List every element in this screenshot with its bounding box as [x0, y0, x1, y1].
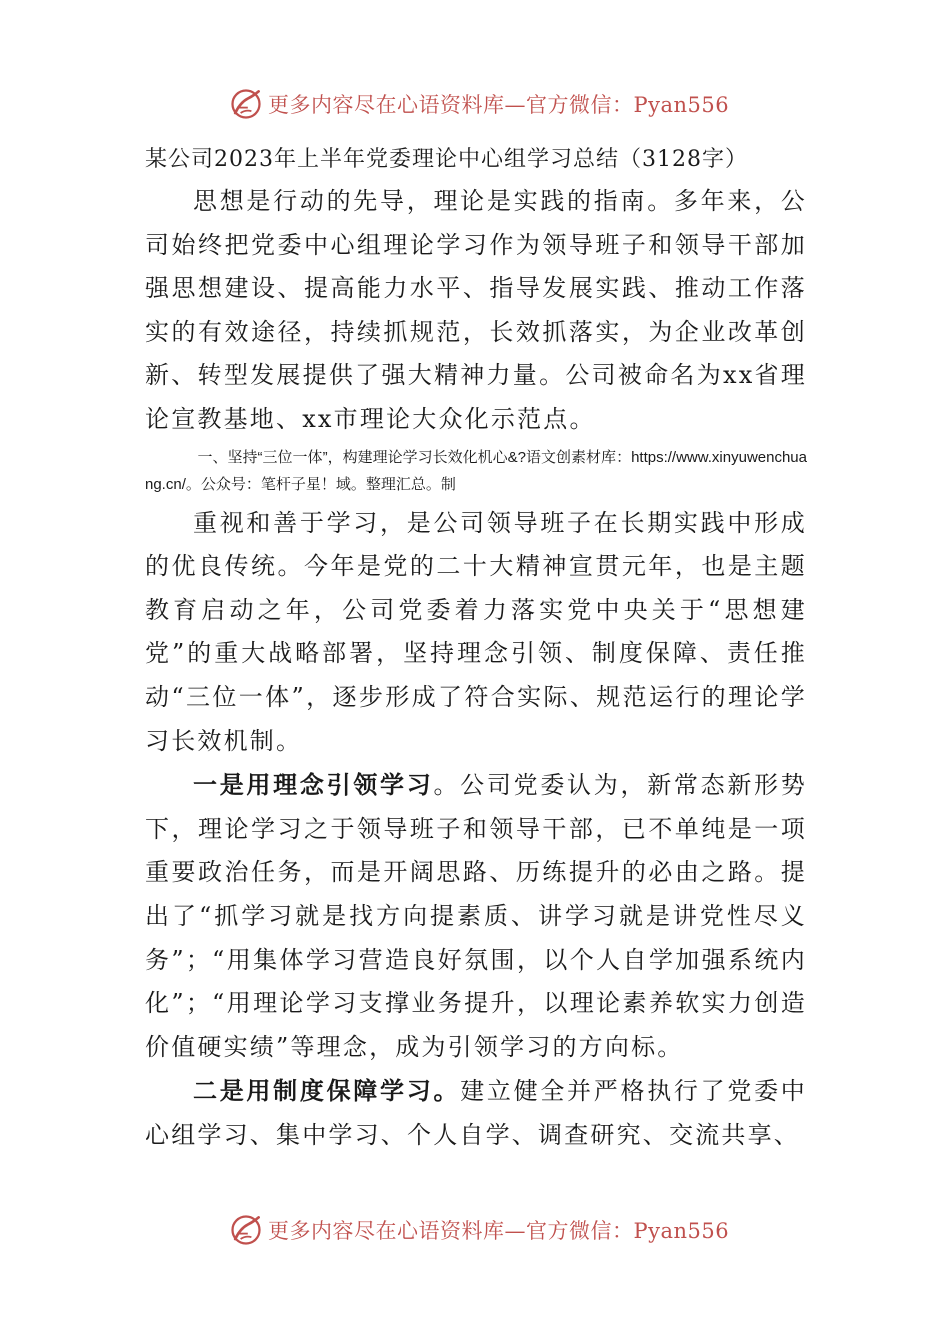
footer-banner-text: 更多内容尽在心语资料库—官方微信：Pyan556 [268, 1219, 730, 1243]
paragraph-tradition: 重视和善于学习，是公司领导班子在长期实践中形成的优良传统。今年是党的二十大精神宣贯元年，也是主题教育启动之年，公司党委着力落实党中央关于“思想建党”的重大战略部署，坚持理念引领、制度保障、责任推动“三位一体”，逐步形成了符合实际、规范运行的理论学习长效机制。 [145, 508, 807, 755]
header-banner-text: 更多内容尽在心语资料库—官方微信：Pyan556 [268, 93, 730, 117]
paragraph-system-lead: 二是用制度保障学习。 [193, 1076, 461, 1106]
paragraph-intro: 思想是行动的先导，理论是实践的指南。多年来，公司始终把党委中心组理论学习作为领导班子和领导干部加强思想建设、提高能力水平、指导发展实践、推动工作落实的有效途径，持续抓规范，长效抓落实，为企业改革创新、转型发展提供了强大精神力量。公司被命名为xx省理论宣教基地、xx市理论大众化示范点。 [145, 187, 807, 433]
pen-seal-icon [228, 1212, 264, 1248]
paragraph-concept-body: 。公司党委认为，新常态新形势下，理论学习之于领导班子和领导干部，已不单纯是一项重要政治任务，而是开阔思路、历练提升的必由之路。提出了“抓学习就是找方向提素质、讲学习就是讲党性尽义务”；“用集体学习营造良好氛围，以个人自学加强系统内化”；“用理论学习支撑业务提升，以理论素养软实力创造价值硬实绩”等理念，成为引领学习的方向标。 [145, 771, 807, 1061]
paragraph-concept-lead: 一是用理念引领学习 [193, 770, 434, 800]
paragraph-concept [145, 763, 807, 1069]
paragraph-system [145, 1069, 807, 1157]
pen-seal-icon [228, 86, 264, 122]
document-body [145, 140, 807, 1157]
paragraph-system-body: 建立健全并严格执行了党委中心组学习、集中学习、个人自学、调查研究、交流共享、 [145, 1077, 807, 1149]
footer-banner [228, 1210, 729, 1250]
header-banner [228, 84, 729, 124]
watermark-note: 一、坚持“三位一体”，构建理论学习长效化机心&?语文创素材库：https://www.xinyuwenchuang.cn/。公众号：笔杆子星！域。整理汇总。制 [145, 448, 807, 493]
document-title: 某公司2023年上半年党委理论中心组学习总结（3128字） [145, 147, 748, 172]
